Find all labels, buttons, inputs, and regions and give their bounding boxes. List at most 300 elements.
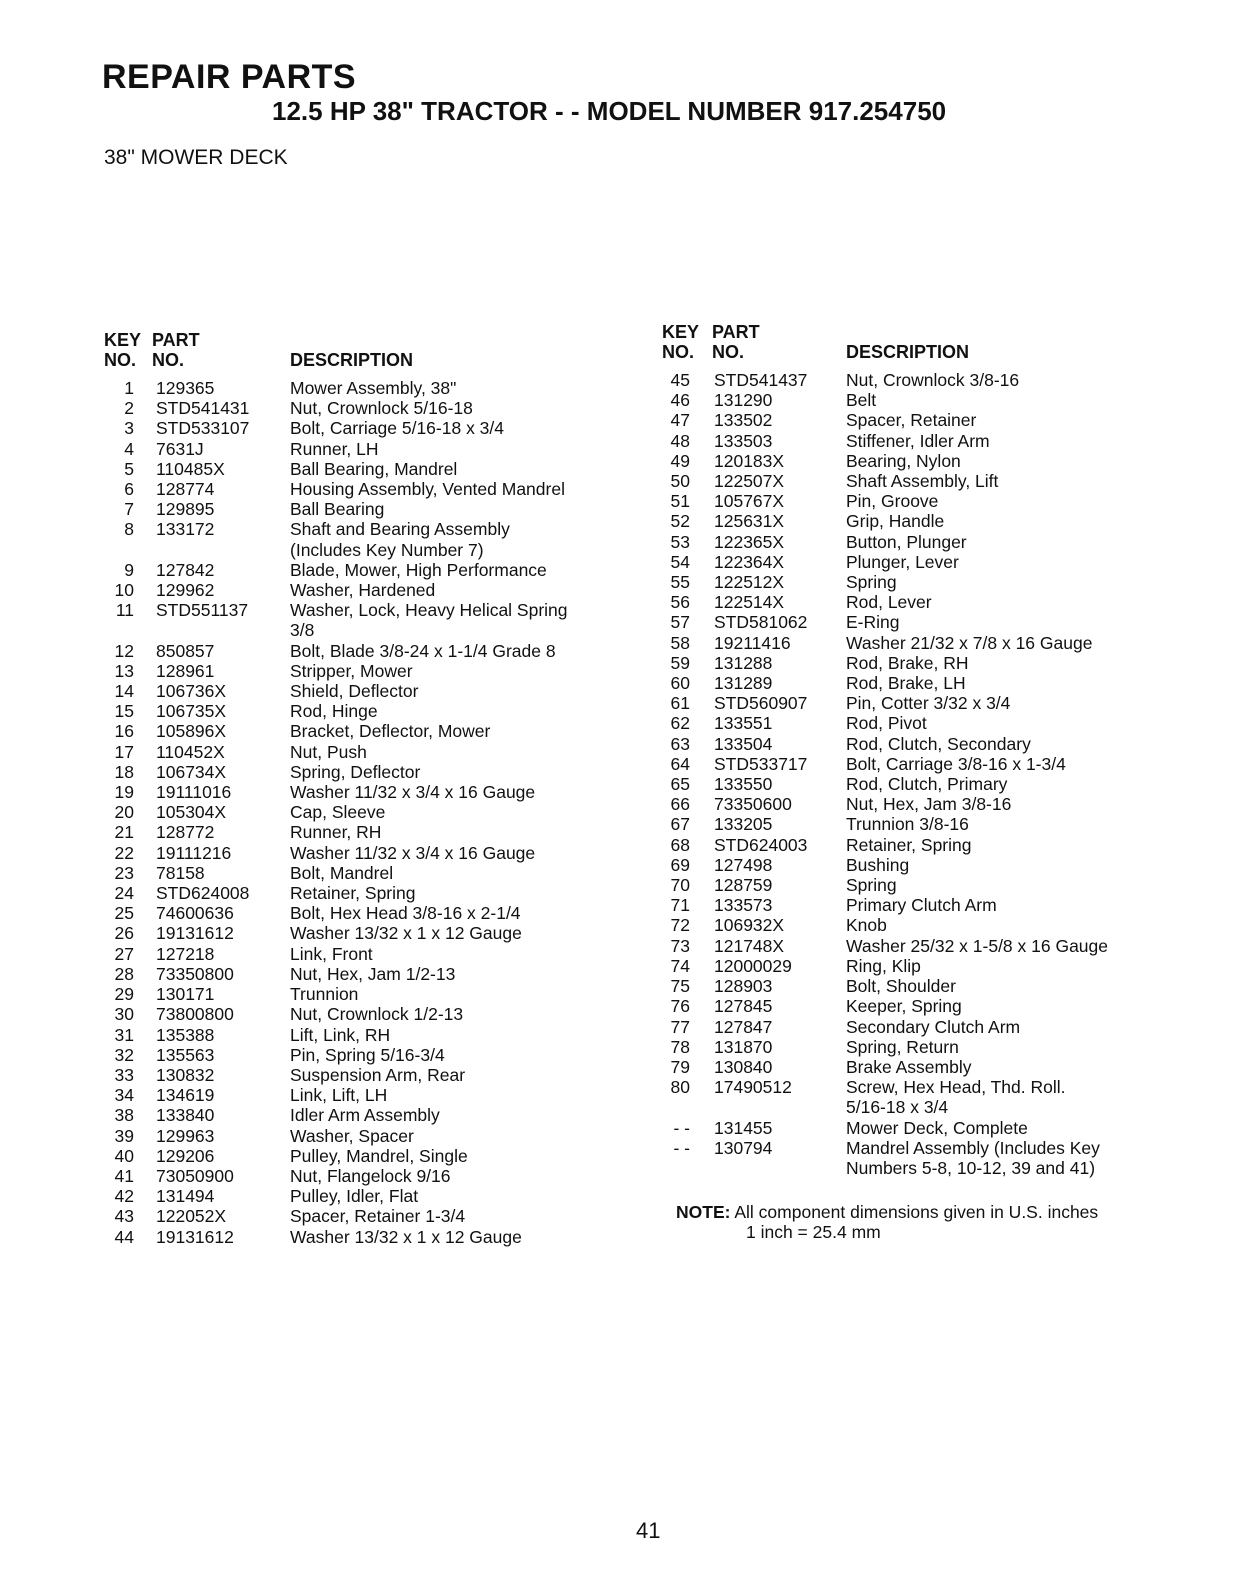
table-row — [104, 1045, 664, 1065]
table-row — [662, 734, 1222, 754]
part-number: 133502 — [714, 410, 773, 431]
part-number: 130794 — [714, 1137, 773, 1158]
part-number: 122514X — [714, 592, 785, 613]
table-row — [662, 855, 1222, 875]
part-number: 130171 — [156, 984, 215, 1005]
part-description: Cap, Sleeve — [290, 802, 386, 823]
description-header: DESCRIPTION — [846, 342, 970, 362]
table-row — [662, 451, 1222, 471]
key-number: 53 — [670, 531, 690, 552]
part-number: 128772 — [156, 822, 215, 843]
table-row — [104, 802, 664, 822]
table-row — [104, 439, 664, 459]
table-row — [662, 673, 1222, 693]
part-number: 74600636 — [156, 903, 234, 924]
key-number: 6 — [124, 479, 134, 500]
part-description: Bolt, Hex Head 3/8-16 x 2-1/4 — [290, 903, 521, 924]
part-number: STD541431 — [156, 398, 250, 419]
parts-list-left — [104, 378, 664, 1247]
table-row — [662, 835, 1222, 855]
table-row — [662, 1057, 1222, 1077]
key-number: 45 — [670, 370, 690, 390]
table-row — [104, 560, 664, 580]
part-description: Mandrel Assembly (Includes Key Numbers 5-8, 10-12, 39 and 41) — [846, 1137, 1100, 1178]
note-conversion: 1 inch = 25.4 mm — [746, 1222, 881, 1242]
description-header: DESCRIPTION — [290, 350, 414, 370]
key-number: 79 — [670, 1056, 690, 1077]
part-number: 129895 — [156, 499, 215, 520]
key-number: 58 — [670, 632, 690, 653]
table-row — [662, 612, 1222, 632]
key-number: 16 — [114, 721, 134, 742]
table-row — [104, 843, 664, 863]
part-number: 131289 — [714, 673, 773, 694]
part-number: 19211416 — [714, 632, 791, 653]
table-row — [662, 1037, 1222, 1057]
key-number: 70 — [670, 875, 690, 896]
part-number: 19111016 — [156, 782, 232, 803]
table-row — [104, 782, 664, 802]
table-row — [104, 1186, 664, 1206]
table-row — [104, 499, 664, 519]
part-description: E-Ring — [846, 612, 900, 633]
key-number: 20 — [114, 802, 134, 823]
key-no-header: KEY NO. — [104, 330, 142, 370]
part-number: STD624008 — [156, 883, 250, 904]
note — [676, 1202, 1098, 1242]
part-number: 128903 — [714, 976, 773, 997]
part-number: 131455 — [714, 1117, 773, 1138]
table-row — [104, 742, 664, 762]
part-number: 105767X — [714, 491, 785, 512]
table-row — [662, 511, 1222, 531]
part-description: Nut, Hex, Jam 3/8-16 — [846, 794, 1012, 815]
key-number: 29 — [114, 984, 134, 1005]
table-row — [104, 1025, 664, 1045]
part-number: 133503 — [714, 430, 773, 451]
part-number: 125631X — [714, 511, 785, 532]
part-number: 127842 — [156, 559, 215, 580]
part-description: Stripper, Mower — [290, 660, 413, 681]
key-number: 75 — [670, 976, 690, 997]
key-number: 17 — [114, 741, 134, 762]
table-row — [104, 1126, 664, 1146]
part-number: 78158 — [156, 862, 205, 883]
key-number: 27 — [114, 943, 134, 964]
part-description: Washer 25/32 x 1-5/8 x 16 Gauge — [846, 935, 1109, 956]
part-number: 122365X — [714, 531, 785, 552]
key-number: 65 — [670, 774, 690, 795]
table-row — [104, 519, 664, 559]
part-number: 133205 — [714, 814, 773, 835]
part-number: 19131612 — [156, 923, 234, 944]
part-description: Washer, Hardened — [290, 580, 436, 601]
part-description: Washer, Spacer — [290, 1125, 414, 1146]
part-description: Link, Lift, LH — [290, 1085, 388, 1106]
table-row — [662, 370, 1222, 390]
part-number: 129365 — [156, 378, 215, 398]
table-row — [662, 1138, 1222, 1178]
table-row — [662, 491, 1222, 511]
table-row — [662, 794, 1222, 814]
part-number: STD533717 — [714, 753, 808, 774]
table-row — [104, 418, 664, 438]
part-description: Shaft Assembly, Lift — [846, 471, 999, 492]
part-description: Ball Bearing, Mandrel — [290, 458, 458, 479]
key-number: 11 — [115, 600, 134, 621]
table-row — [662, 1017, 1222, 1037]
part-description: Link, Front — [290, 943, 373, 964]
table-row — [662, 936, 1222, 956]
key-number: 40 — [114, 1145, 134, 1166]
part-description: Idler Arm Assembly — [290, 1105, 440, 1126]
key-number: 14 — [114, 681, 134, 702]
part-description: Nut, Crownlock 3/8-16 — [846, 370, 1020, 390]
part-description: Shaft and Bearing Assembly (Includes Key Number 7) — [290, 519, 510, 560]
part-description: Washer 13/32 x 1 x 12 Gauge — [290, 923, 522, 944]
model-subtitle: 12.5 HP 38" TRACTOR - - MODEL NUMBER 917.254750 — [272, 96, 947, 126]
part-number: 135563 — [156, 1044, 215, 1065]
key-number: 64 — [670, 753, 690, 774]
key-number: 72 — [670, 915, 690, 936]
part-description: Washer 11/32 x 3/4 x 16 Gauge — [290, 842, 536, 863]
part-description: Brake Assembly — [846, 1056, 972, 1077]
table-row — [662, 976, 1222, 996]
note-text: All component dimensions given in U.S. inches — [734, 1202, 1099, 1222]
part-number: 128759 — [714, 875, 773, 896]
part-number: 127845 — [714, 996, 773, 1017]
table-row — [104, 923, 664, 943]
table-row — [104, 580, 664, 600]
part-number: 120183X — [714, 450, 785, 471]
table-row — [662, 633, 1222, 653]
table-header — [662, 320, 1222, 370]
part-description: Shield, Deflector — [290, 681, 419, 702]
part-number: 131290 — [714, 390, 773, 411]
part-description: Rod, Clutch, Secondary — [846, 733, 1031, 754]
part-number: 19131612 — [156, 1226, 234, 1247]
part-number: STD624003 — [714, 834, 808, 855]
key-number: 50 — [670, 471, 690, 492]
key-number: 77 — [670, 1016, 690, 1037]
part-number: STD560907 — [714, 693, 808, 714]
part-description: Pulley, Mandrel, Single — [290, 1145, 468, 1166]
key-number: 67 — [670, 814, 690, 835]
part-number: 129963 — [156, 1125, 215, 1146]
key-number: 3 — [124, 418, 134, 439]
table-row — [104, 1065, 664, 1085]
key-number: 74 — [670, 955, 690, 976]
table-row — [104, 459, 664, 479]
part-number: 17490512 — [714, 1077, 792, 1098]
part-number: 73800800 — [156, 1004, 234, 1025]
part-number: 106735X — [156, 701, 227, 722]
key-number: 18 — [114, 761, 134, 782]
table-row — [662, 915, 1222, 935]
part-number: 127218 — [156, 943, 215, 964]
table-row — [104, 762, 664, 782]
table-row — [104, 398, 664, 418]
table-row — [662, 713, 1222, 733]
part-description: Pin, Spring 5/16-3/4 — [290, 1044, 445, 1065]
part-number: 130840 — [714, 1056, 773, 1077]
part-number: 73350600 — [714, 794, 792, 815]
part-number: 135388 — [156, 1024, 215, 1045]
part-number: 128961 — [156, 660, 215, 681]
table-row — [104, 1206, 664, 1226]
part-number: 106734X — [156, 761, 227, 782]
key-number: 68 — [670, 834, 690, 855]
key-number: 46 — [670, 390, 690, 411]
table-row — [104, 964, 664, 984]
section-title: 38" MOWER DECK — [104, 146, 288, 169]
table-row — [104, 944, 664, 964]
key-number: 22 — [114, 842, 134, 863]
key-number: 21 — [114, 822, 134, 843]
part-description: Spring, Deflector — [290, 761, 421, 782]
key-number: 61 — [670, 693, 690, 714]
part-description: Pin, Cotter 3/32 x 3/4 — [846, 693, 1011, 714]
part-description: Spring, Return — [846, 1036, 959, 1057]
table-row — [104, 681, 664, 701]
part-description: Nut, Hex, Jam 1/2-13 — [290, 963, 456, 984]
part-number: 106932X — [714, 915, 785, 936]
table-row — [104, 1004, 664, 1024]
table-row — [662, 592, 1222, 612]
part-description: Washer 13/32 x 1 x 12 Gauge — [290, 1226, 522, 1247]
table-row — [104, 721, 664, 741]
table-row — [104, 1105, 664, 1125]
key-number: 48 — [670, 430, 690, 451]
table-row — [662, 996, 1222, 1016]
part-number: 122512X — [714, 572, 785, 593]
part-number: STD533107 — [156, 418, 250, 439]
part-number: 133573 — [714, 895, 773, 916]
key-number: 57 — [670, 612, 690, 633]
part-description: Retainer, Spring — [290, 883, 416, 904]
part-description: Bolt, Carriage 3/8-16 x 1-3/4 — [846, 753, 1066, 774]
part-number: 110452X — [156, 741, 225, 762]
part-description: Bushing — [846, 854, 910, 875]
table-row — [104, 883, 664, 903]
part-number: 131494 — [156, 1186, 215, 1207]
table-row — [662, 895, 1222, 915]
part-description: Trunnion 3/8-16 — [846, 814, 969, 835]
part-description: Bolt, Carriage 5/16-18 x 3/4 — [290, 418, 505, 439]
parts-table-left — [104, 328, 664, 1247]
table-row — [662, 1077, 1222, 1117]
part-description: Retainer, Spring — [846, 834, 972, 855]
part-number: 121748X — [714, 935, 785, 956]
table-row — [662, 693, 1222, 713]
key-number: 38 — [114, 1105, 134, 1126]
part-description: Nut, Flangelock 9/16 — [290, 1165, 451, 1186]
table-row — [104, 1227, 664, 1247]
key-number: 41 — [114, 1165, 134, 1186]
table-header — [104, 328, 664, 378]
table-row — [662, 471, 1222, 491]
key-number: 34 — [114, 1085, 134, 1106]
key-number: 5 — [124, 458, 134, 479]
table-row — [662, 956, 1222, 976]
part-description: Blade, Mower, High Performance — [290, 559, 547, 580]
key-number: 63 — [670, 733, 690, 754]
key-number: 39 — [114, 1125, 134, 1146]
key-number: 51 — [670, 491, 690, 512]
part-number: 130832 — [156, 1064, 215, 1085]
table-row — [662, 875, 1222, 895]
key-number: 30 — [114, 1004, 134, 1025]
key-number: 10 — [114, 580, 134, 601]
key-number: 23 — [114, 862, 134, 883]
key-number: 71 — [670, 895, 690, 916]
note-label: NOTE: — [676, 1202, 731, 1222]
part-number: 127847 — [714, 1016, 773, 1037]
part-number: STD541437 — [714, 370, 808, 390]
part-number: STD581062 — [714, 612, 808, 633]
key-number: 49 — [670, 450, 690, 471]
table-row — [662, 410, 1222, 430]
table-row — [662, 390, 1222, 410]
key-number: 44 — [114, 1226, 134, 1247]
part-number: 105896X — [156, 721, 227, 742]
key-number: 54 — [670, 551, 690, 572]
table-row — [104, 1085, 664, 1105]
part-number: 73350800 — [156, 963, 234, 984]
table-row — [662, 653, 1222, 673]
part-description: Trunnion — [290, 984, 359, 1005]
table-row — [104, 378, 664, 398]
key-number: 15 — [114, 701, 134, 722]
part-number: 129206 — [156, 1145, 215, 1166]
key-number: 32 — [114, 1044, 134, 1065]
table-row — [104, 701, 664, 721]
part-description: Spring — [846, 875, 897, 896]
part-description: Knob — [846, 915, 887, 936]
part-number: 133172 — [156, 519, 215, 540]
key-number: 52 — [670, 511, 690, 532]
part-number: 129962 — [156, 580, 215, 601]
part-description: Runner, LH — [290, 438, 379, 459]
table-row — [662, 431, 1222, 451]
part-number: 133840 — [156, 1105, 215, 1126]
part-description: Bearing, Nylon — [846, 450, 961, 471]
key-no-header: KEY NO. — [662, 322, 700, 362]
part-description: Washer 21/32 x 7/8 x 16 Gauge — [846, 632, 1093, 653]
part-description: Plunger, Lever — [846, 551, 959, 572]
part-description: Suspension Arm, Rear — [290, 1064, 466, 1085]
table-row — [662, 754, 1222, 774]
table-row — [104, 984, 664, 1004]
part-description: Bolt, Mandrel — [290, 862, 394, 883]
table-row — [104, 1146, 664, 1166]
part-description: Mower Deck, Complete — [846, 1117, 1028, 1138]
key-number: 4 — [124, 438, 134, 459]
key-number: 78 — [670, 1036, 690, 1057]
part-number: 128774 — [156, 479, 215, 500]
part-description: Mower Assembly, 38" — [290, 378, 457, 398]
key-number: 47 — [670, 410, 690, 431]
part-number: 122507X — [714, 471, 785, 492]
part-description: Rod, Lever — [846, 592, 932, 613]
table-row — [104, 479, 664, 499]
part-number: 133504 — [714, 733, 773, 754]
part-number: 131288 — [714, 652, 773, 673]
part-number: 110485X — [156, 458, 225, 479]
part-description: Rod, Brake, RH — [846, 652, 969, 673]
key-number: 42 — [114, 1186, 134, 1207]
key-number: 8 — [124, 519, 134, 540]
key-number: 26 — [114, 923, 134, 944]
part-description: Runner, RH — [290, 822, 382, 843]
part-number: 122364X — [714, 551, 785, 572]
key-number: - - — [673, 1117, 690, 1138]
key-number: 62 — [670, 713, 690, 734]
key-number: 76 — [670, 996, 690, 1017]
key-number: 69 — [670, 854, 690, 875]
table-row — [662, 774, 1222, 794]
key-number: 73 — [670, 935, 690, 956]
key-number: 13 — [114, 660, 134, 681]
part-description: Ball Bearing — [290, 499, 385, 520]
part-description: Spacer, Retainer — [846, 410, 977, 431]
key-number: 43 — [114, 1206, 134, 1227]
table-row — [104, 661, 664, 681]
key-number: 59 — [670, 652, 690, 673]
table-row — [662, 814, 1222, 834]
part-description: Rod, Hinge — [290, 701, 378, 722]
part-description: Housing Assembly, Vented Mandrel — [290, 479, 565, 500]
part-description: Nut, Push — [290, 741, 367, 762]
part-description: Rod, Pivot — [846, 713, 927, 734]
key-number: 24 — [114, 883, 134, 904]
part-number: 7631J — [156, 438, 204, 459]
part-number: 73050900 — [156, 1165, 234, 1186]
key-number: 12 — [114, 640, 134, 661]
table-row — [104, 903, 664, 923]
key-number: 55 — [670, 572, 690, 593]
part-number: 131870 — [714, 1036, 773, 1057]
table-row — [662, 572, 1222, 592]
table-row — [104, 641, 664, 661]
page-title: REPAIR PARTS — [102, 58, 357, 96]
key-number: - - — [673, 1137, 690, 1158]
part-description: Nut, Crownlock 5/16-18 — [290, 398, 473, 419]
part-description: Nut, Crownlock 1/2-13 — [290, 1004, 464, 1025]
part-number: 127498 — [714, 854, 773, 875]
key-number: 25 — [114, 903, 134, 924]
part-description: Belt — [846, 390, 877, 411]
part-description: Lift, Link, RH — [290, 1024, 391, 1045]
part-no-header: PART NO. — [152, 330, 200, 370]
table-row — [662, 552, 1222, 572]
key-number: 33 — [114, 1064, 134, 1085]
table-row — [104, 600, 664, 640]
table-row — [662, 532, 1222, 552]
part-number: 106736X — [156, 681, 227, 702]
part-description: Stiffener, Idler Arm — [846, 430, 990, 451]
parts-list-right — [662, 370, 1222, 1178]
part-description: Grip, Handle — [846, 511, 945, 532]
part-description: Washer, Lock, Heavy Helical Spring 3/8 — [290, 600, 568, 641]
key-number: 56 — [670, 592, 690, 613]
part-number: STD551137 — [156, 600, 249, 621]
part-number: 12000029 — [714, 955, 792, 976]
part-number: 133550 — [714, 774, 773, 795]
part-description: Bolt, Shoulder — [846, 976, 956, 997]
part-description: Primary Clutch Arm — [846, 895, 997, 916]
key-number: 60 — [670, 673, 690, 694]
